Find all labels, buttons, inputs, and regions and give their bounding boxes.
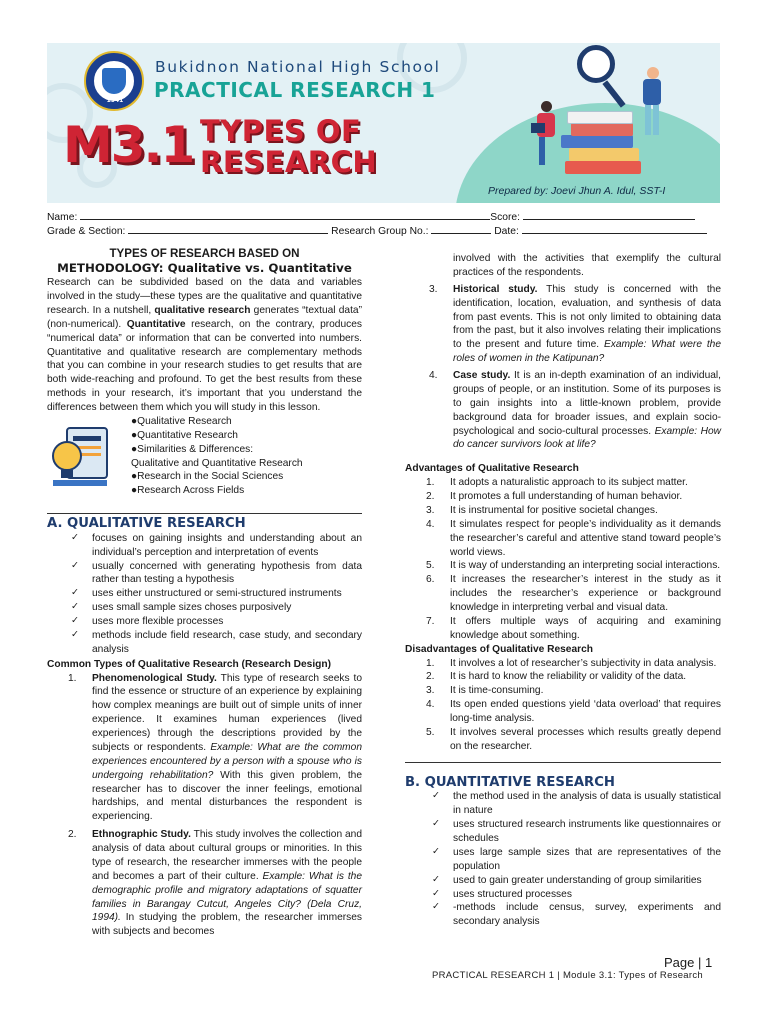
score-label: Score: — [490, 212, 520, 223]
list-item: ✓ uses structured processes — [453, 888, 721, 902]
quantitative-bullets — [405, 790, 721, 929]
intro-heading-line1: TYPES OF RESEARCH BASED ON — [109, 247, 300, 260]
left-column — [47, 247, 362, 939]
topic-item: ●Research Across Fields — [131, 485, 245, 497]
qualitative-bullets — [47, 532, 362, 657]
person-figure — [647, 67, 659, 79]
common-types-list-continued — [405, 283, 721, 453]
page-number: Page | 1 — [664, 955, 713, 970]
list-item: 4. Case study. It is an in-depth examination of an individual, groups of people, or an institution. Some of its purposes is to gain insights into a little-known problem, provide background data for broader issues, and explain socio-psychological and socio-cultural processes. Example: How do cancer survivors look at life? — [429, 370, 722, 451]
grade-label: Grade & Section: — [47, 226, 126, 237]
list-item: ✓ -methods include census, survey, experiments and secondary analysis — [453, 901, 721, 929]
group-field[interactable] — [431, 224, 491, 234]
laptop-icon — [531, 123, 545, 133]
module-title-line1: TYPES OF — [200, 114, 362, 148]
list-item: 2. It is hard to know the reliability or validity of the data. — [426, 671, 687, 683]
list-item: 1. Phenomenological Study. This type of research seeks to find the essence or structure of an experience by explaining how complex meanings are built out of simple units of inner experience. It examines human experiences (lived experiences) through the descriptions provided by the subjects or respondents. Example: What are the common experiences encountered by a person with a spouse who is undergoing rehabilitation? With this given problem, the researcher has to discover the inner feelings, emotional hardships, and mental disturbances the respondent is experiencing. — [68, 672, 362, 823]
list-item: ✓ uses either unstructured or semi-structured instruments — [92, 587, 362, 601]
list-item: ✓ used to gain greater understanding of group similarities — [453, 874, 721, 888]
module-title — [200, 116, 377, 178]
person-figure — [541, 101, 552, 112]
name-label: Name: — [47, 212, 78, 223]
advantages-list — [405, 476, 721, 643]
date-field[interactable] — [522, 224, 707, 234]
list-item: 3. It is time-consuming. — [426, 685, 544, 697]
magnifier-handle — [602, 80, 625, 107]
header-banner — [47, 43, 720, 203]
list-item: ✓ uses structured research instruments like questionnaires or schedules — [453, 818, 721, 846]
divider — [47, 513, 362, 514]
disadvantages-list — [405, 657, 721, 754]
list-item: ✓ focuses on gaining insights and understanding about an individual’s perception and interpretation of events — [92, 532, 362, 560]
common-types-heading: Common Types of Qualitative Research (Research Design) — [47, 658, 332, 670]
list-item: 2. It promotes a full understanding of human behavior. — [426, 491, 683, 502]
grade-row — [47, 224, 707, 239]
subject-title: PRACTICAL RESEARCH 1 — [154, 78, 436, 102]
list-item: 5. It is way of understanding an interpreting social interactions. — [426, 560, 721, 572]
book-icon — [565, 161, 641, 174]
intro-paragraph: Research can be subdivided based on the data and variables involved in the study—these types are the qualitative and quantitative research. In a nutshell, qualitative research generates “textual data” (non-numerical). Quantitative research, on the contrary, produces “numerical data” or information that can be converted into numbers. Quantitative and qualitative research are complementary methods that you can combine in your research studies to get results that are both wide-reaching and profound. To get the best results from these methods in your research, it’s important that you understand the differences between them which you will study in this lesson. — [47, 277, 362, 414]
list-item: 4. Its open ended questions yield ‘data overload’ that requires long-time analysis. — [426, 699, 721, 724]
list-item: ✓ the method used in the analysis of data is usually statistical in nature — [453, 790, 721, 818]
disadvantages-heading: Disadvantages of Qualitative Research — [405, 643, 593, 655]
divider — [405, 762, 721, 763]
list-item: ✓ methods include field research, case study, and secondary analysis — [92, 629, 362, 657]
magnifier-icon — [577, 45, 615, 83]
group-label: Research Group No.: — [331, 226, 429, 237]
list-item: ✓ usually concerned with generating hypothesis from data rather than testing a hypothesis — [92, 560, 362, 588]
list-item: ✓ uses small sample sizes choses purposively — [92, 601, 362, 615]
list-item: 3. Historical study. This study is concerned with the identification, location, evaluation, and synthesis of data from past events. This is not only limited to obtaining data from the past, but it also involves relating their implications to the present and future time. Example: What were the roles of women in the Katipunan? — [429, 283, 722, 365]
date-label: Date: — [494, 226, 519, 237]
list-item: 7. It offers multiple ways of acquiring and examining knowledge about something. — [426, 615, 721, 641]
module-title-line2: RESEARCH — [200, 145, 378, 179]
book-icon — [561, 135, 633, 148]
list-item: 2. Ethnographic Study. This study involves the collection and analysis of data about cultural groups or minorities. In this type of research, the researcher immerses with the people and becomes a part of their culture. Example: What is the demographic profile and migratory adaptations of squatter families in Barangay Cutcut, Angeles City? (Dela Cruz, 1994). In studying the problem, the researcher immerses with subjects and becomes — [68, 829, 362, 938]
name-row — [47, 210, 695, 225]
person-figure — [539, 137, 545, 165]
intro-heading-line2: METHODOLOGY: Qualitative vs. Quantitative — [57, 261, 352, 276]
seal-year: 1941 — [106, 97, 124, 104]
advantages-heading: Advantages of Qualitative Research — [405, 463, 579, 475]
topic-item: ●Quantitative Research — [131, 429, 238, 441]
right-column — [405, 252, 721, 929]
person-figure — [645, 105, 651, 135]
person-figure — [653, 105, 659, 135]
list-item: ✓ uses large sample sizes that are representatives of the population — [453, 846, 721, 874]
prepared-by: Prepared by: Joevi Jhun A. Idul, SST-I — [488, 185, 666, 197]
lightbulb-idea-icon — [47, 424, 112, 489]
list-item: 6. It increases the researcher’s interest in the study as it includes the researcher’s experience or background knowledge in interpreting verbal and visual data. — [426, 574, 721, 613]
book-icon — [567, 111, 633, 124]
footer-text: PRACTICAL RESEARCH 1 | Module 3.1: Types of Research — [432, 970, 703, 981]
person-figure — [643, 79, 661, 105]
grade-field[interactable] — [128, 224, 328, 234]
common-types-list — [47, 672, 362, 940]
list-item: 1. It involves a lot of researcher’s subjectivity in data analysis. — [426, 657, 717, 669]
qualitative-heading: A. QUALITATIVE RESEARCH — [47, 515, 246, 531]
score-field[interactable] — [523, 210, 695, 220]
list-item: ✓ uses more flexible processes — [92, 615, 362, 629]
list-item: 5. It involves several processes which results greatly depend on the researcher. — [426, 726, 721, 752]
topics-list — [131, 415, 303, 498]
topic-item: ●Qualitative Research — [131, 415, 232, 427]
research-illustration — [527, 43, 717, 183]
topic-item: ●Similarities & Differences: — [131, 443, 254, 455]
book-icon — [569, 148, 639, 161]
quantitative-heading: B. QUANTITATIVE RESEARCH — [405, 774, 615, 790]
name-field[interactable] — [80, 210, 490, 220]
continued-paragraph: involved with the activities that exemplify the cultural practices of the respondents. — [453, 253, 721, 278]
list-item: 3. It is instrumental for positive societal changes. — [426, 504, 658, 516]
list-item: 4. It simulates respect for people’s individuality as it demands the researcher’s careful and attentive stand toward people’s world views. — [426, 518, 721, 558]
module-code: M3.1 — [63, 116, 194, 174]
book-icon — [571, 123, 633, 136]
school-seal-logo — [84, 51, 144, 111]
intro-heading — [47, 247, 362, 276]
topics-box — [47, 415, 362, 509]
topic-item: Qualitative and Quantitative Research — [131, 457, 303, 469]
topic-item: ●Research in the Social Sciences — [131, 471, 284, 483]
list-item: 1. It adopts a naturalistic approach to its subject matter. — [426, 477, 688, 489]
school-name: Bukidnon National High School — [155, 58, 441, 76]
